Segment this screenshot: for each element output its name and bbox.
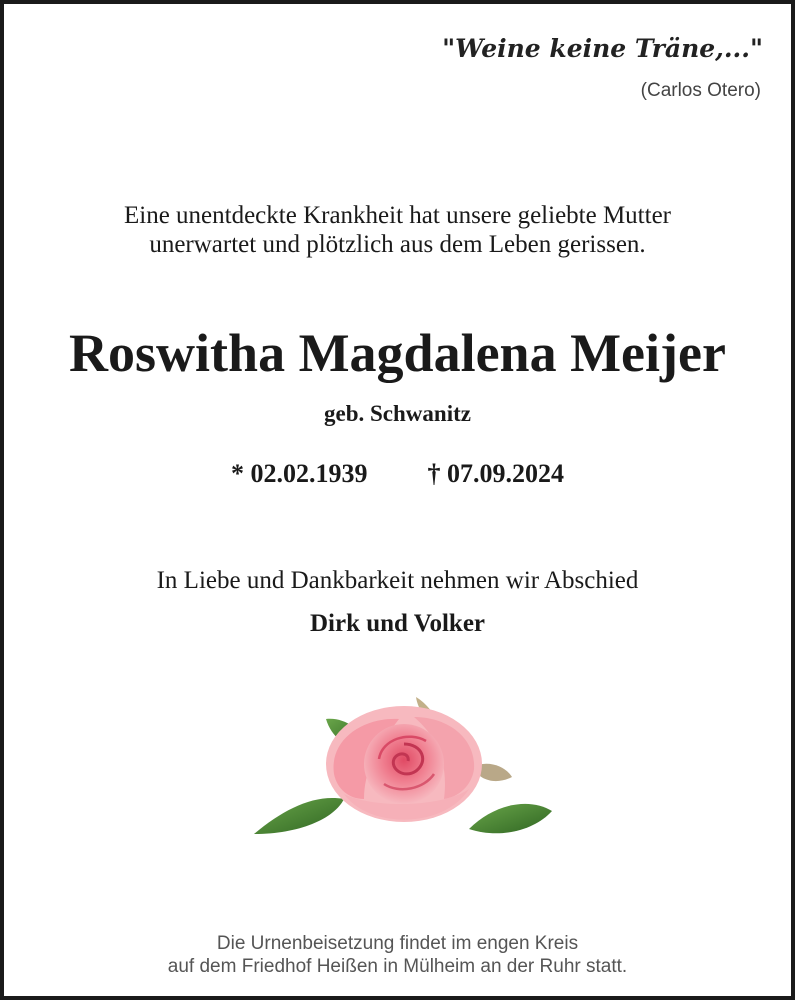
burial-line-2: auf dem Friedhof Heißen in Mülheim an der Ruhr statt. <box>167 956 628 977</box>
deceased-name: Roswitha Magdalena Meijer <box>69 323 726 383</box>
rose-icon <box>244 689 564 849</box>
burial-info <box>4 932 791 978</box>
intro-line-2: unerwartet und plötzlich aus dem Leben gerissen. <box>149 231 646 258</box>
quote-text: "Weine keine Träne,..." <box>442 34 763 63</box>
quote-author: (Carlos Otero) <box>640 80 761 101</box>
intro-line-1: Eine unentdeckte Krankheit hat unsere geliebte Mutter <box>123 202 671 229</box>
death-date: † 07.09.2024 <box>427 459 564 488</box>
maiden-name: geb. Schwanitz <box>324 401 471 426</box>
life-dates <box>4 459 791 489</box>
intro-text <box>4 201 791 259</box>
birth-date: * 02.02.1939 <box>231 459 368 488</box>
burial-line-1: Die Urnenbeisetzung findet im engen Kreis <box>216 933 579 954</box>
rose-leaf-right <box>469 804 552 833</box>
signers: Dirk und Volker <box>309 610 486 637</box>
rose-leaf-left <box>254 798 344 834</box>
farewell-text: In Liebe und Dankbarkeit nehmen wir Abschied <box>156 567 639 594</box>
